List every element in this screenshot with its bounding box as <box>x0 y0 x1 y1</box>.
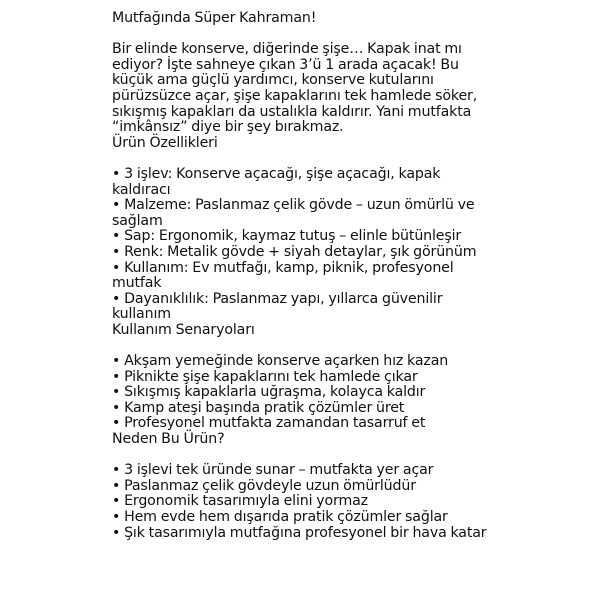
list-item: • Renk: Metalik gövde + siyah detaylar, şık görünüm <box>112 243 477 260</box>
section-heading-features: Ürün Özellikleri <box>112 134 218 151</box>
document-title: Mutfağında Süper Kahraman! <box>112 10 317 26</box>
product-description <box>112 11 500 541</box>
list-item: • Akşam yemeğinde konserve açarken hız kazan <box>112 353 449 370</box>
list-item: • Sıkışmış kapaklarla uğraşma, kolayca kaldır <box>112 384 426 401</box>
section-heading-scenarios: Kullanım Senaryoları <box>112 321 255 338</box>
list-item: • Piknikte şişe kapaklarını tek hamlede çıkar <box>112 368 418 385</box>
spacer <box>112 338 500 354</box>
list-item: • Profesyonel mutfakta zamandan tasarruf et <box>112 415 426 432</box>
list-item: • Malzeme: Paslanmaz çelik gövde – uzun ömürlü ve sağlam <box>112 197 475 229</box>
list-item: • Dayanıklılık: Paslanmaz yapı, yıllarca güvenilir kullanım <box>112 290 443 323</box>
list-item: • Ergonomik tasarımıyla elini yormaz <box>112 493 368 510</box>
features-list <box>112 167 500 323</box>
scenarios-list <box>112 354 500 432</box>
spacer <box>112 448 500 464</box>
list-item: • Şık tasarımıyla mutfağına profesyonel bir hava katar <box>112 524 487 541</box>
spacer <box>112 151 500 167</box>
section-heading-why: Neden Bu Ürün? <box>112 431 225 448</box>
list-item: • Kullanım: Ev mutfağı, kamp, piknik, profesyonel mutfak <box>112 259 454 292</box>
list-item: • 3 işlev: Konserve açacağı, şişe açacağı, kapak kaldıracı <box>112 165 441 198</box>
list-item: • Sap: Ergonomik, kaymaz tutuş – elinle bütünleşir <box>112 228 462 245</box>
list-item: • Kamp ateşi başında pratik çözümler üret <box>112 399 405 416</box>
intro-paragraph: Bir elinde konserve, diğerinde şişe… Kapak inat mı ediyor? İşte sahneye çıkan 3’ü 1 arada açacak! Bu küçük ama güçlü yardımcı, konserve kutularını pürüzsüzce açar, şişe kapaklarını tek hamlede söker, sıkışmış kapakları da ustalıkla kaldırır. Yani mutfakta “imkânsız” diye bir şey bırakmaz. <box>112 41 478 136</box>
list-item: • Hem evde hem dışarıda pratik çözümler sağlar <box>112 509 448 525</box>
list-item: • Paslanmaz çelik gövdeyle uzun ömürlüdür <box>112 477 416 494</box>
why-list <box>112 463 500 541</box>
list-item: • 3 işlevi tek üründe sunar – mutfakta yer açar <box>112 462 434 479</box>
